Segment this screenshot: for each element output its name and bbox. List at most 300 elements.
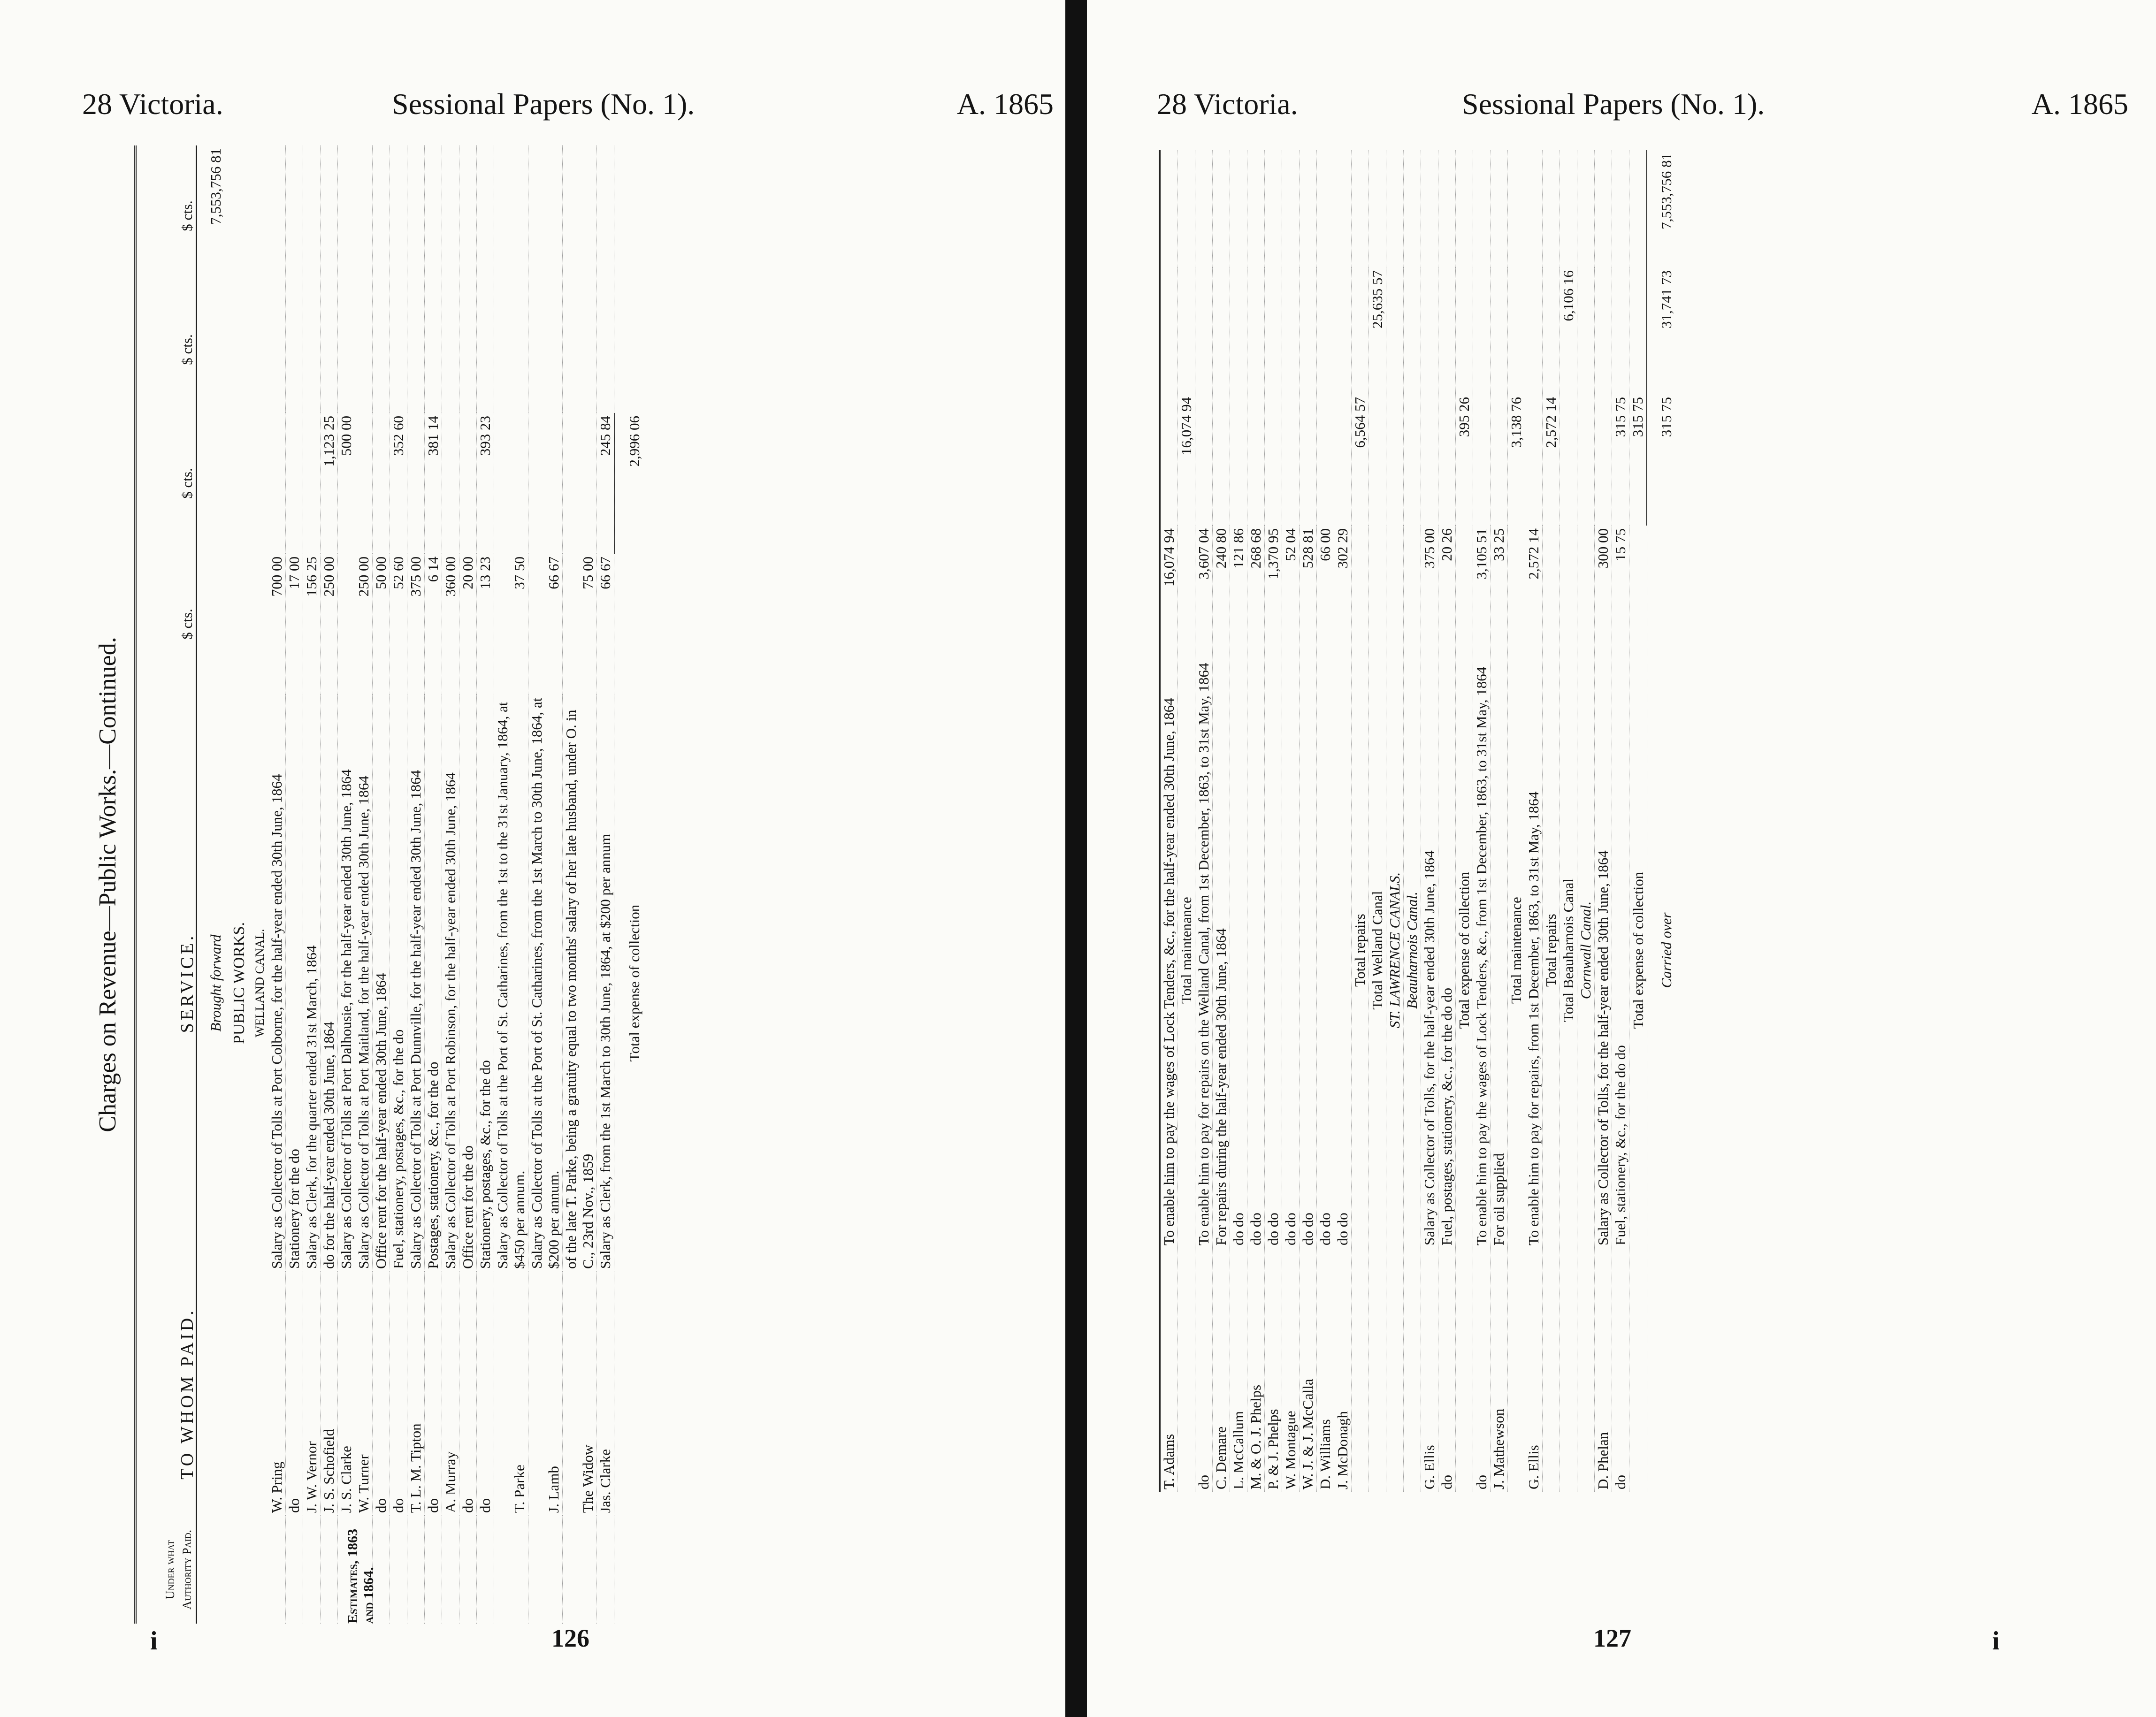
grand-total-cell	[268, 145, 286, 286]
grand-total-cell	[1282, 150, 1300, 267]
table-row	[1230, 150, 1247, 1492]
table-row	[1525, 150, 1543, 1492]
subtotal-cell	[442, 413, 459, 554]
left-page	[49, 0, 1054, 1717]
total-cell	[459, 286, 477, 413]
header-year: A. 1865	[2031, 87, 2128, 121]
payee-cell	[1577, 1248, 1595, 1492]
payee-cell: do	[459, 1498, 476, 1513]
table-row	[442, 145, 459, 1624]
payee-cell: D. Williams	[1317, 1419, 1333, 1489]
subtotal-cell: 500 00	[338, 416, 354, 456]
service-cell: To enable him to pay the wages of Lock Tenders, &c., for the half-year ended 30th June, 1864	[1161, 698, 1177, 1245]
grand-total-cell	[373, 145, 390, 286]
subtotal-cell	[1334, 394, 1352, 526]
payee-cell: G. Ellis	[1525, 1445, 1542, 1489]
total-cell	[303, 286, 321, 413]
service-cell: do do	[1282, 1213, 1299, 1245]
col-cts-1: $ cts.	[178, 609, 195, 640]
brought-forward-amount: 7,553,756 81	[207, 148, 224, 225]
payee-cell	[1352, 1248, 1369, 1492]
grand-total-cell	[1577, 150, 1595, 267]
service-cell: Salary as Clerk, from the 1st March to 30th June, 1864, at $200 per annum	[597, 833, 613, 1269]
service-cell: do do	[1334, 1213, 1351, 1245]
authority-cell	[563, 1516, 597, 1624]
service-cell: For oil supplied	[1491, 1153, 1507, 1245]
payee-cell: T. L. M. Tipton	[407, 1423, 424, 1513]
carried-over-c2: 315 75	[1647, 394, 1675, 526]
payee-cell: do	[1473, 1475, 1490, 1489]
service-cell: Total maintenance	[1508, 897, 1524, 1004]
table-row	[563, 145, 597, 1624]
amount-cell: 3,607 04	[1195, 528, 1212, 580]
grand-total-cell	[1421, 150, 1438, 267]
table-row	[338, 145, 355, 1624]
grand-total-cell	[1334, 150, 1352, 267]
service-cell: Salary as Collector of Tolls at the Port of St. Catharines, from the 1st March to 30th June, 1864, at $200 per annum.	[528, 697, 562, 1269]
payee-cell: do	[1612, 1475, 1628, 1489]
right-header	[1157, 87, 2128, 143]
subtotal-cell: 245 84	[597, 416, 613, 456]
subtotal-cell	[1265, 394, 1282, 526]
amount-cell: 300 00	[1595, 528, 1611, 569]
service-cell: To enable him to pay for repairs on the Welland Canal, from 1st December, 1863, to 31st May, 1864	[1195, 663, 1212, 1245]
payee-cell: T. Adams	[1161, 1434, 1177, 1489]
table-row	[321, 145, 338, 1624]
subtotal-cell	[1577, 394, 1595, 526]
total-cell	[1404, 267, 1421, 394]
payee-cell: J. McDonagh	[1334, 1411, 1351, 1489]
amount-cell: 1,370 95	[1265, 528, 1281, 580]
total-cell	[442, 286, 459, 413]
payee-cell: Jas. Clarke	[597, 1449, 613, 1513]
total-cell	[1195, 267, 1213, 394]
col-cts-4: $ cts.	[178, 200, 195, 231]
amount-cell: 50 00	[373, 557, 389, 589]
payee-cell: The Widow	[580, 1444, 596, 1513]
service-cell: Total repairs	[1352, 914, 1368, 987]
payee-cell: do	[373, 1498, 389, 1513]
grand-total-cell	[1438, 150, 1456, 267]
amount-cell	[1577, 526, 1595, 652]
service-cell: To enable him to pay for repairs, from 1st December, 1863, to 31st May, 1864	[1525, 791, 1542, 1245]
table-row	[1491, 150, 1508, 1492]
subtotal-cell: 381 14	[425, 416, 441, 456]
subtotal-cell	[1247, 394, 1265, 526]
table-row	[494, 145, 528, 1624]
service-cell: Beauharnois Canal.	[1404, 892, 1420, 1009]
payee-cell: do	[425, 1498, 441, 1513]
total-collection-amount: 2,996 06	[615, 413, 643, 554]
amount-cell: 66 67	[545, 557, 562, 589]
col-service: SERVICE.	[177, 933, 197, 1033]
total-cell	[1247, 267, 1265, 394]
charges-table	[134, 145, 643, 1624]
amount-cell: 66 67	[597, 557, 613, 589]
table-row	[1369, 150, 1386, 1492]
amount-cell: 250 00	[355, 557, 372, 597]
authority-cell	[459, 1516, 477, 1624]
grand-total-cell	[390, 145, 407, 286]
total-cell	[390, 286, 407, 413]
service-cell: Salary as Collector of Tolls at Port Robinson, for the half-year ended 30th June, 1864	[442, 772, 459, 1269]
grand-total-cell	[321, 145, 338, 286]
total-cell	[1230, 267, 1247, 394]
total-cell	[407, 286, 425, 413]
service-cell: For repairs during the half-year ended 30th June, 1864	[1213, 928, 1229, 1245]
table-row	[597, 145, 614, 1624]
service-cell: Total expense of collection	[1456, 871, 1472, 1029]
total-cell	[338, 286, 355, 413]
total-cell	[1178, 267, 1195, 394]
amount-cell: 13 23	[477, 557, 493, 589]
table-row	[1577, 150, 1595, 1492]
grand-total-cell	[1629, 150, 1647, 267]
service-cell: Office rent for the do	[459, 1145, 476, 1269]
right-rotated-table	[1138, 150, 2095, 1492]
payee-cell: L. McCallum	[1230, 1411, 1246, 1489]
carried-over-c4: 7,553,756 81	[1647, 150, 1675, 267]
table-row	[268, 145, 286, 1624]
payee-cell: J. Lamb	[545, 1466, 562, 1513]
subtotal-cell	[1421, 394, 1438, 526]
subtotal-cell	[1317, 394, 1334, 526]
subtotal-cell	[373, 413, 390, 554]
total-cell	[1213, 267, 1230, 394]
col-to-whom: TO WHOM PAID.	[177, 1308, 197, 1480]
grand-total-cell	[425, 145, 442, 286]
grand-total-cell	[1195, 150, 1213, 267]
table-row	[1629, 150, 1647, 1492]
subtotal-cell: 3,138 76	[1508, 397, 1524, 448]
total-cell: 6,106 16	[1560, 270, 1576, 321]
subtotal-cell: 352 60	[390, 416, 406, 456]
total-cell	[286, 286, 303, 413]
amount-cell: 33 25	[1491, 528, 1507, 561]
payee-cell: G. Ellis	[1421, 1445, 1437, 1489]
amount-cell: 6 14	[425, 557, 441, 582]
total-cell	[1438, 267, 1456, 394]
subtotal-cell	[1369, 394, 1386, 526]
grand-total-cell	[1352, 150, 1369, 267]
grand-total-cell	[1612, 150, 1629, 267]
payee-cell: M. & O. J. Phelps	[1247, 1384, 1264, 1489]
amount-cell	[1560, 526, 1577, 652]
total-cell	[1595, 267, 1612, 394]
table-row	[1265, 150, 1282, 1492]
payee-cell: W. Turner	[355, 1454, 372, 1513]
grand-total-cell	[1456, 150, 1473, 267]
total-cell	[321, 286, 338, 413]
amount-cell	[1543, 526, 1560, 652]
subtotal-cell	[1230, 394, 1247, 526]
subtotal-cell: 315 75	[1612, 397, 1628, 437]
authority-cell	[303, 1516, 321, 1624]
amount-cell: 156 25	[303, 557, 320, 597]
subtotal-cell	[1404, 394, 1421, 526]
grand-total-cell	[1369, 150, 1386, 267]
amount-cell: 52 60	[390, 557, 406, 589]
service-cell: do do	[1300, 1213, 1316, 1245]
grand-total-cell	[1265, 150, 1282, 267]
service-cell: Salary as Collector of Tolls, for the half-year ended 30th June, 1864	[1595, 850, 1611, 1245]
brought-forward-label: Brought forward	[207, 934, 224, 1032]
grand-total-cell	[1178, 150, 1195, 267]
total-cell	[528, 286, 563, 413]
header-title: Sessional Papers (No. 1).	[392, 87, 695, 121]
service-cell: of the late T. Parke, being a gratuity equal to two months' salary of her late husband, under O. in C., 23rd Nov., 1859	[563, 710, 596, 1269]
amount-cell	[1386, 526, 1404, 652]
subtotal-cell	[355, 413, 373, 554]
payee-cell: W. J. & J. McCalla	[1300, 1379, 1316, 1489]
authority-cell	[286, 1516, 303, 1624]
service-cell: Salary as Clerk, for the quarter ended 31st March, 1864	[303, 945, 320, 1269]
section-title: PUBLIC WORKS.	[230, 922, 248, 1045]
grand-total-cell	[1300, 150, 1317, 267]
amount-cell	[1456, 526, 1473, 652]
amount-cell: 3,105 51	[1473, 528, 1490, 580]
col-authority: Under what Authority Paid.	[163, 1529, 194, 1610]
service-cell: Fuel, postages, stationery, &c., for the do do	[1438, 988, 1455, 1245]
total-cell	[373, 286, 390, 413]
header-year: A. 1865	[956, 87, 1054, 121]
grand-total-cell	[1160, 150, 1178, 267]
authority-estimates: Estimates, 1863 and 1864.	[345, 1529, 376, 1624]
table-row	[1404, 150, 1421, 1492]
total-cell	[477, 286, 494, 413]
payee-cell: T. Parke	[511, 1465, 528, 1513]
grand-total-cell	[1543, 150, 1560, 267]
amount-cell	[1508, 526, 1525, 652]
subtotal-cell	[1525, 394, 1543, 526]
subtotal-cell	[1282, 394, 1300, 526]
service-cell: Salary as Collector of Tolls at Port Dalhousie, for the half-year ended 30th June, 1864	[338, 769, 354, 1269]
table-row	[390, 145, 407, 1624]
service-cell: do do	[1247, 1213, 1264, 1245]
grand-total-cell	[1247, 150, 1265, 267]
subtotal-cell: 315 75	[1629, 397, 1646, 437]
service-cell: do do	[1317, 1213, 1333, 1245]
table-row	[407, 145, 425, 1624]
subtotal-cell	[459, 413, 477, 554]
subtotal-cell	[1491, 394, 1508, 526]
total-cell	[1317, 267, 1334, 394]
subtotal-cell	[1195, 394, 1213, 526]
service-cell: Total Beauharnois Canal	[1560, 878, 1576, 1023]
payee-cell: J. Mathewson	[1491, 1408, 1507, 1489]
subtotal-cell: 2,572 14	[1543, 397, 1559, 448]
service-cell: Total repairs	[1543, 914, 1559, 987]
amount-cell	[1352, 526, 1369, 652]
subtotal-cell	[1213, 394, 1230, 526]
amount-cell: 20 26	[1438, 528, 1455, 561]
subtotal-cell	[528, 413, 563, 554]
grand-total-cell	[1317, 150, 1334, 267]
total-cell	[597, 286, 614, 413]
grand-total-cell	[477, 145, 494, 286]
total-cell	[1629, 267, 1647, 394]
grand-total-cell	[338, 145, 355, 286]
payee-cell	[1386, 1248, 1404, 1492]
table-row	[1508, 150, 1525, 1492]
header-title: Sessional Papers (No. 1).	[1462, 87, 1765, 121]
grand-total-cell	[597, 145, 614, 286]
amount-cell: 121 86	[1230, 528, 1246, 569]
table-row	[1178, 150, 1195, 1492]
col-cts-3: $ cts.	[178, 334, 195, 365]
table-row	[1334, 150, 1352, 1492]
payee-cell: P. & J. Phelps	[1265, 1409, 1281, 1489]
service-cell: Salary as Collector of Tolls at Port Dunnville, for the half-year ended 30th June, 1864	[407, 770, 424, 1269]
grand-total-cell	[1560, 150, 1577, 267]
total-cell	[425, 286, 442, 413]
subtotal-cell	[407, 413, 425, 554]
subtotal-cell	[1386, 394, 1404, 526]
service-cell: Stationery for the do	[286, 1149, 302, 1269]
authority-cell	[268, 1516, 286, 1624]
service-cell: Salary as Collector of Tolls at Port Maitland, for the half-year ended 30th June, 1864	[355, 775, 372, 1269]
authority-cell	[442, 1516, 459, 1624]
table-row	[1560, 150, 1577, 1492]
amount-cell: 700 00	[268, 557, 285, 597]
payee-cell: A. Murray	[442, 1451, 459, 1513]
subtotal-cell: 395 26	[1456, 397, 1472, 437]
table-row	[1317, 150, 1334, 1492]
grand-total-cell	[528, 145, 563, 286]
subtotal-cell: 6,564 57	[1352, 397, 1368, 448]
subtotal-cell	[1300, 394, 1317, 526]
header-session: 28 Victoria.	[1157, 87, 1298, 121]
service-cell: Total maintenance	[1178, 897, 1194, 1004]
subtotal-cell: 16,074 94	[1178, 397, 1194, 455]
subtotal-cell	[268, 413, 286, 554]
table-row	[425, 145, 442, 1624]
page-number-127: 127	[1593, 1624, 1631, 1652]
service-cell: Stationery, postages, &c., for the do	[477, 1060, 493, 1269]
amount-cell: 302 29	[1334, 528, 1351, 569]
table-row	[1213, 150, 1230, 1492]
charges-table-continued	[1159, 150, 1675, 1492]
total-cell	[1473, 267, 1491, 394]
authority-cell	[494, 1516, 528, 1624]
service-cell: Salary as Collector of Tolls, for the half-year ended 30th June, 1864	[1421, 850, 1437, 1245]
total-cell	[268, 286, 286, 413]
total-cell	[1508, 267, 1525, 394]
payee-cell: do	[477, 1498, 493, 1513]
service-cell: Fuel, stationery, &c., for the do do	[1612, 1045, 1628, 1245]
grand-total-cell	[1230, 150, 1247, 267]
amount-cell: 17 00	[286, 557, 302, 589]
total-cell	[1577, 267, 1595, 394]
grand-total-cell	[1595, 150, 1612, 267]
service-cell: Fuel, stationery, postages, &c., for the do	[390, 1029, 406, 1269]
total-cell: 25,635 57	[1369, 270, 1385, 328]
grand-total-cell	[1508, 150, 1525, 267]
service-cell: Cornwall Canal.	[1577, 901, 1594, 1000]
total-cell	[1456, 267, 1473, 394]
header-session: 28 Victoria.	[82, 87, 223, 121]
payee-cell: do	[390, 1498, 406, 1513]
total-cell	[1300, 267, 1317, 394]
payee-cell: W. Pring	[268, 1461, 285, 1513]
amount-cell	[1178, 526, 1195, 652]
amount-cell: 52 04	[1282, 528, 1299, 561]
footer-mark-left: i	[150, 1626, 158, 1656]
total-cell	[1282, 267, 1300, 394]
authority-cell	[528, 1516, 563, 1624]
grand-total-cell	[1404, 150, 1421, 267]
total-cell	[563, 286, 597, 413]
carried-over-label: Carried over	[1658, 912, 1674, 988]
amount-cell: 240 80	[1213, 528, 1229, 569]
amount-cell: 375 00	[1421, 528, 1437, 569]
amount-cell: 375 00	[407, 557, 424, 597]
table-row	[1595, 150, 1612, 1492]
amount-cell: 16,074 94	[1161, 528, 1177, 587]
grand-total-cell	[494, 145, 528, 286]
total-cell	[1612, 267, 1629, 394]
amount-cell: 15 75	[1612, 528, 1628, 561]
payee-cell: J. W. Vernor	[303, 1441, 320, 1513]
payee-cell	[1456, 1248, 1473, 1492]
table-row	[1456, 150, 1473, 1492]
grand-total-cell	[1525, 150, 1543, 267]
table-row	[1438, 150, 1456, 1492]
table-row	[303, 145, 321, 1624]
grand-total-cell	[442, 145, 459, 286]
authority-cell	[425, 1516, 442, 1624]
authority-cell	[407, 1516, 425, 1624]
total-cell	[355, 286, 373, 413]
amount-cell	[1629, 526, 1647, 652]
service-cell: do do	[1230, 1213, 1246, 1245]
service-cell: Salary as Collector of Tolls at the Port of St. Catharines, from the 1st to the 31st January, 1864, at $450 per annum.	[494, 702, 528, 1269]
col-cts-2: $ cts.	[178, 468, 195, 499]
grand-total-cell	[355, 145, 373, 286]
service-cell: do for the half-year ended 30th June, 1864	[321, 1022, 337, 1269]
footer-mark-right: i	[1992, 1626, 2000, 1656]
payee-cell	[1369, 1248, 1386, 1492]
payee-cell: C. Demare	[1213, 1426, 1229, 1489]
page-number-126: 126	[551, 1624, 589, 1652]
authority-cell	[321, 1516, 338, 1624]
service-cell: Office rent for the half-year ended 30th June, 1864	[373, 973, 389, 1269]
table-row	[1247, 150, 1265, 1492]
amount-cell: 37 50	[511, 557, 528, 589]
amount-cell: 2,572 14	[1525, 528, 1542, 580]
subtotal-cell	[286, 413, 303, 554]
table-row	[1473, 150, 1491, 1492]
table-row	[1282, 150, 1300, 1492]
grand-total-cell	[286, 145, 303, 286]
table-row	[1612, 150, 1629, 1492]
grand-total-cell	[1491, 150, 1508, 267]
service-cell: ST. LAWRENCE CANALS.	[1386, 872, 1403, 1029]
service-cell: Total expense of collection	[1629, 871, 1646, 1029]
table-row	[1543, 150, 1560, 1492]
subtotal-cell	[1595, 394, 1612, 526]
subtotal-cell: 1,123 25	[321, 416, 337, 467]
payee-cell	[1560, 1248, 1577, 1492]
grand-total-cell	[1213, 150, 1230, 267]
total-cell	[1491, 267, 1508, 394]
amount-cell	[1404, 526, 1421, 652]
table-row	[1195, 150, 1213, 1492]
grand-total-cell	[459, 145, 477, 286]
subtotal-cell	[303, 413, 321, 554]
grand-total-cell	[1473, 150, 1491, 267]
table-row	[1386, 150, 1404, 1492]
